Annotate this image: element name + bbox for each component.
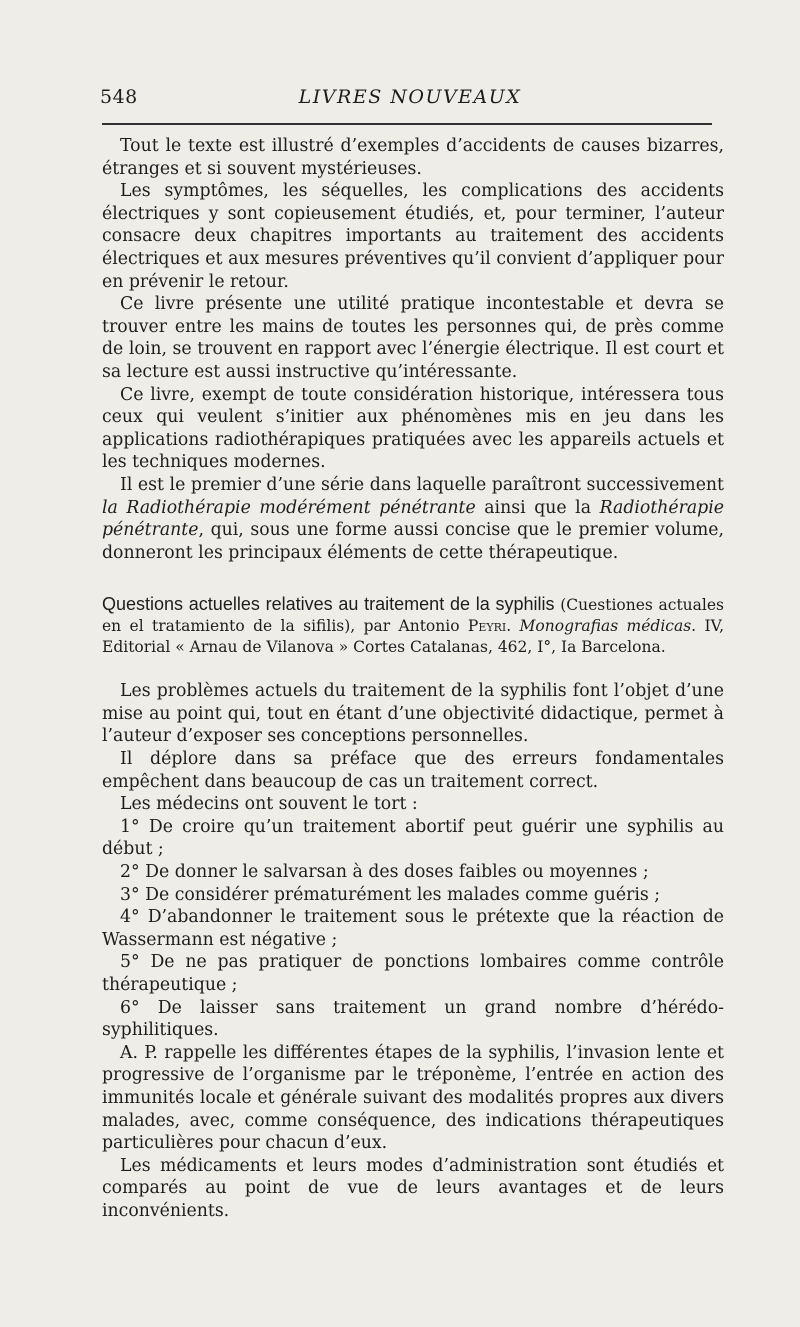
review-paragraph-4: A. P. rappelle les différentes étapes de la syphilis, l’invasion lente et progressive de l’organisme par le tréponème, l’entrée en action des immunités locale et générale suivant des modalités propres aux divers malades, avec, comme conséquence, des indications thérapeutiques particulières pour chacun d’eux. [102, 1042, 724, 1154]
list-item: 6° De laisser sans traitement un grand nombre d’hérédo-syphilitiques. [102, 997, 724, 1041]
list-item: 2° De donner le salvarsan à des doses faibles ou moyennes ; [120, 862, 649, 883]
list-item: 4° D’abandonner le traitement sous le prétexte que la réaction de Wassermann est négative ; [102, 907, 724, 950]
review-subtitle-a: (Cuestiones actuales en el tratamiento de la sifilis), par Antonio [102, 596, 724, 636]
paragraph-5-text-c: , qui, sous une forme aussi concise que le premier volume, donneront les principaux éléments de cette thérapeutique. [102, 520, 724, 563]
page-header [100, 86, 720, 112]
list-item: 5° De ne pas pratiquer de ponctions lombaires comme contrôle thérapeutique ; [102, 952, 724, 995]
review-subtitle-c: . IV, Editorial « Arnau de Vilanova » Cortes Catalanas, 462, I°, Ia Barcelona. [102, 617, 724, 657]
paragraph-5-text-b: ainsi que la [475, 497, 600, 518]
header-rule [102, 123, 712, 125]
review-series: Monografias médicas [519, 617, 692, 636]
list-item: 3° De considérer prématurément les malades comme guéris ; [120, 884, 661, 905]
review-title: Questions actuelles relatives au traitement de la syphilis [102, 594, 555, 615]
review-paragraph-5: Les médicaments et leurs modes d’administration sont étudiés et comparés au point de vue de leurs avantages et de leurs inconvénients. [102, 1155, 724, 1221]
page-body [102, 135, 724, 1223]
review-paragraph-3: Les médecins ont souvent le tort : [120, 794, 418, 815]
paragraph-2: Les symptômes, les séquelles, les complications des accidents électriques y sont copieusement étudiés, et, pour terminer, l’auteur consacre deux chapitres importants au traitement des accidents électriques et aux mesures préventives qu’il convient d’appliquer pour en prévenir le retour. [102, 181, 724, 292]
review-paragraph-1: Les problèmes actuels du traitement de la syphilis font l’objet d’une mise au point qui, tout en étant d’une objectivité didactique, permet à l’auteur d’exposer ses conceptions personnelles. [102, 681, 724, 747]
page-number: 548 [100, 86, 138, 108]
review-author: Peyri [467, 617, 507, 636]
paragraph-5-text-a: Il est le premier d’une série dans laquelle paraîtront successivement [120, 474, 724, 495]
review-heading [102, 594, 724, 658]
running-title: LIVRES NOUVEAUX [298, 86, 522, 108]
review-subtitle-b: . [506, 617, 520, 636]
paragraph-3: Ce livre présente une utilité pratique incontestable et devra se trouver entre les mains de toutes les personnes qui, de près comme de loin, se trouvent en rapport avec l’énergie électrique. Il est court et sa lecture est aussi instructive qu’intéressante. [102, 294, 724, 382]
paragraph-5-italic-title-1: la Radiothérapie modérément pénétrante [102, 497, 476, 518]
paragraph-4: Ce livre, exempt de toute considération historique, intéressera tous ceux qui veulent s’initier aux phénomènes mis en jeu dans les applications radiothérapiques pratiquées avec les appareils actuels et les techniques modernes. [102, 384, 724, 473]
paragraph-5 [102, 474, 724, 564]
paragraph-1: Tout le texte est illustré d’exemples d’accidents de causes bizarres, étranges et si souvent mystérieuses. [102, 136, 724, 179]
list-item: 1° De croire qu’un traitement abortif peut guérir une syphilis au début ; [102, 816, 724, 860]
review-paragraph-2: Il déplore dans sa préface que des erreurs fondamentales empêchent dans beaucoup de cas un traitement correct. [102, 749, 724, 792]
paragraph-5-italic-title-2: Radiothérapie pénétrante [102, 497, 724, 541]
